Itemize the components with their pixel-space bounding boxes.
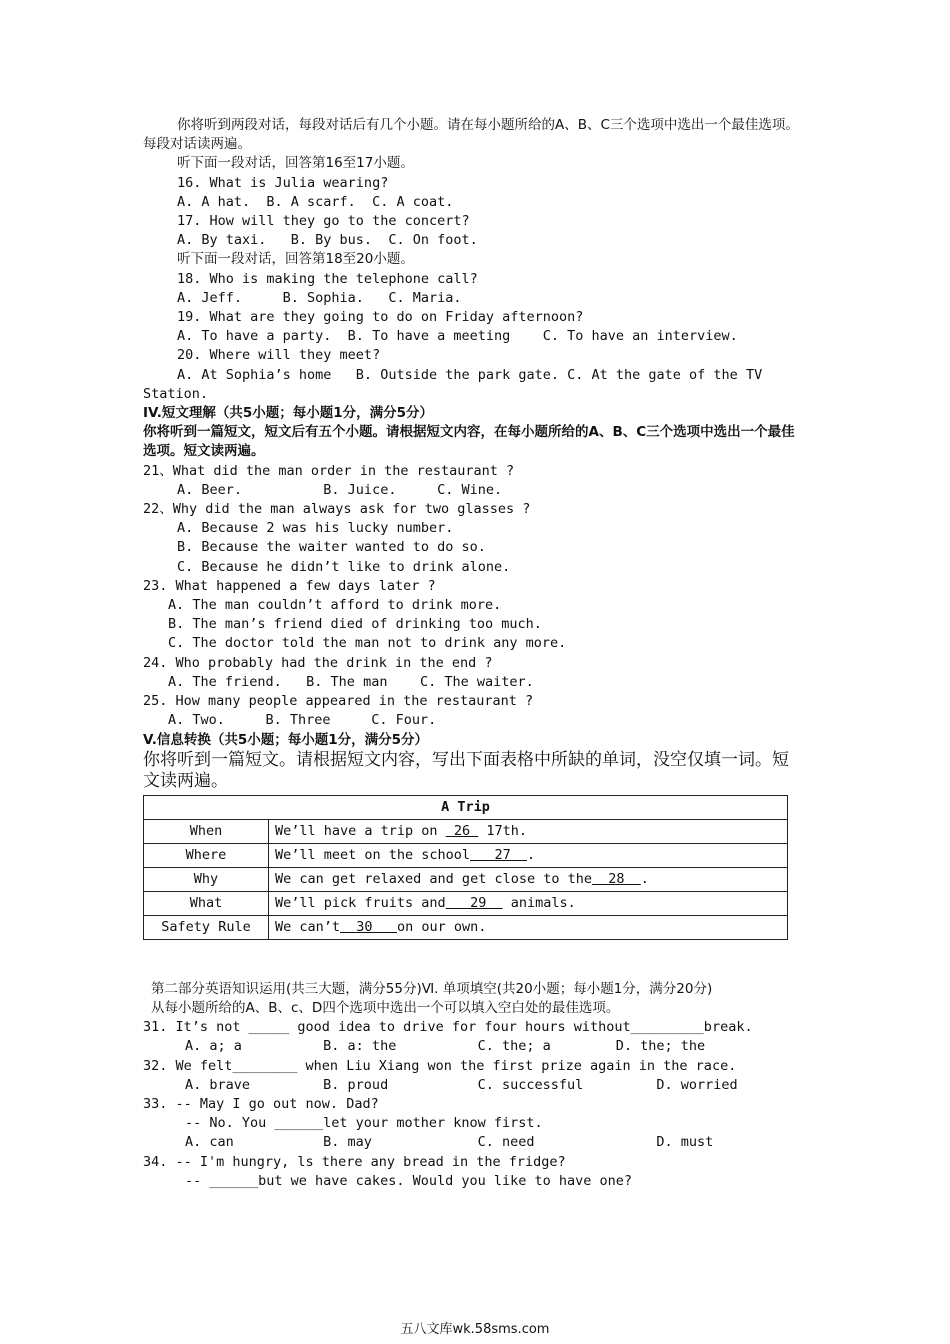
trip-table-row xyxy=(144,915,788,939)
question-20-options: A. At Sophia’s home B. Outside the park gate. C. At the gate of the TV xyxy=(177,366,763,383)
trip-row-value xyxy=(269,843,788,867)
row-text: 17th. xyxy=(478,823,527,840)
trip-table-row xyxy=(144,891,788,915)
answer-blank: 30 xyxy=(340,919,397,936)
row-text: . xyxy=(526,847,536,864)
trip-row-value xyxy=(269,819,788,843)
trip-row-key: Why xyxy=(144,867,269,891)
section-4-title: IV.短文理解（共5小题；每小题1分，满分5分） xyxy=(143,405,434,422)
question-20: 20. Where will they meet? xyxy=(177,347,381,364)
question-line: 21、What did the man order in the restaurant ? xyxy=(143,462,515,479)
question-17: 17. How will they go to the concert? xyxy=(177,213,470,230)
trip-table xyxy=(143,795,788,940)
question-17-options: A. By taxi. B. By bus. C. On foot. xyxy=(177,232,478,249)
row-text: We can get relaxed and get close to the xyxy=(275,871,592,888)
trip-row-key: Safety Rule xyxy=(144,915,269,939)
answer-blank: 26 xyxy=(445,823,479,840)
question-line: 31. It’s not _____ good idea to drive for four hours without_________break. xyxy=(143,1019,753,1036)
question-19-options: A. To have a party. B. To have a meeting C. To have an interview. xyxy=(177,328,738,345)
question-line: 33. -- May I go out now. Dad? xyxy=(143,1095,379,1112)
section-5-title: V.信息转换（共5小题；每小题1分，满分5分） xyxy=(143,731,429,748)
section-4-instruction: 你将听到一篇短文，短文后有五个小题。请根据短文内容，在每小题所给的A、B、C三个选项中选出一个最佳选项。短文读两遍。 xyxy=(143,424,795,460)
row-text: We’ll have a trip on xyxy=(275,823,446,840)
answer-blank: 29 xyxy=(445,895,503,912)
section-5-instruction: 你将听到一篇短文。请根据短文内容，写出下面表格中所缺的单词，没空仅填一词。短文读两遍。 xyxy=(143,749,789,791)
question-line: -- ______but we have cakes. Would you like to have one? xyxy=(185,1172,633,1189)
question-18: 18. Who is making the telephone call? xyxy=(177,270,478,287)
part-2-questions xyxy=(143,1018,803,1191)
row-text: animals. xyxy=(502,895,576,912)
question-line: 22、Why did the man always ask for two glasses ? xyxy=(143,501,531,518)
question-20-options-cont: Station. xyxy=(143,385,209,402)
trip-row-value xyxy=(269,867,788,891)
row-text: on our own. xyxy=(396,919,487,936)
question-line: A. can B. may C. need D. must xyxy=(185,1134,714,1151)
row-text: . xyxy=(640,871,649,888)
row-text: We can’t xyxy=(275,919,341,936)
footer-watermark: 五八文库wk.58sms.com xyxy=(400,1322,550,1337)
question-line: 23. What happened a few days later ? xyxy=(143,577,436,594)
trip-row-value xyxy=(269,915,788,939)
question-line: A. Two. B. Three C. Four. xyxy=(168,712,437,729)
trip-table-row xyxy=(144,819,788,843)
question-19: 19. What are they going to do on Friday afternoon? xyxy=(177,309,584,326)
trip-row-key: Where xyxy=(144,843,269,867)
question-line: 25. How many people appeared in the restaurant ? xyxy=(143,693,534,710)
trip-row-value xyxy=(269,891,788,915)
question-line: C. Because he didn’t like to drink alone. xyxy=(177,558,511,575)
trip-table-row xyxy=(144,867,788,891)
question-line: A. Because 2 was his lucky number. xyxy=(177,520,454,537)
question-line: 34. -- I'm hungry, ls there any bread in the fridge? xyxy=(143,1153,566,1170)
trip-row-key: What xyxy=(144,891,269,915)
trip-row-key: When xyxy=(144,819,269,843)
question-line: A. a; a B. a: the C. the; a D. the; the xyxy=(185,1038,706,1055)
question-line: 32. We felt________ when Liu Xiang won the first prize again in the race. xyxy=(143,1057,737,1074)
section-4-questions xyxy=(143,462,803,731)
question-line: C. The doctor told the man not to drink any more. xyxy=(168,635,567,652)
answer-blank: 28 xyxy=(591,871,641,888)
dialog2-header: 听下面一段对话，回答第18至20小题。 xyxy=(177,251,414,268)
part-2-instruction: 从每小题所给的A、B、c、D四个选项中选出一个可以填入空白处的最佳选项。 xyxy=(151,999,620,1016)
question-line: 24. Who probably had the drink in the end ? xyxy=(143,654,493,671)
question-16-options: A. A hat. B. A scarf. C. A coat. xyxy=(177,193,454,210)
dialog1-header: 听下面一段对话，回答第16至17小题。 xyxy=(177,155,414,172)
listening-instruction: 你将听到两段对话，每段对话后有几个小题。请在每小题所给的A、B、C三个选项中选出一个最佳选项。每段对话读两遍。 xyxy=(143,117,799,153)
row-text: We’ll pick fruits and xyxy=(275,895,446,912)
question-line: B. Because the waiter wanted to do so. xyxy=(177,539,486,556)
part-2-heading: 第二部分英语知识运用(共三大题，满分55分)Ⅵ. 单项填空(共20小题；每小题1分，满分20分) xyxy=(151,980,713,997)
row-text: We’ll meet on the school xyxy=(275,847,471,864)
trip-table-row xyxy=(144,843,788,867)
question-line: A. Beer. B. Juice. C. Wine. xyxy=(177,481,503,498)
question-18-options: A. Jeff. B. Sophia. C. Maria. xyxy=(177,289,462,306)
exam-page xyxy=(143,116,803,1191)
question-line: -- No. You ______let your mother know first. xyxy=(185,1115,543,1132)
question-line: A. The friend. B. The man C. The waiter. xyxy=(168,673,534,690)
question-line: B. The man’s friend died of drinking too much. xyxy=(168,616,542,633)
question-line: A. brave B. proud C. successful D. worried xyxy=(185,1076,738,1093)
trip-table-title: A Trip xyxy=(144,795,788,819)
question-line: A. The man couldn’t afford to drink more. xyxy=(168,597,502,614)
answer-blank: 27 xyxy=(470,847,527,864)
question-16: 16. What is Julia wearing? xyxy=(177,174,389,191)
